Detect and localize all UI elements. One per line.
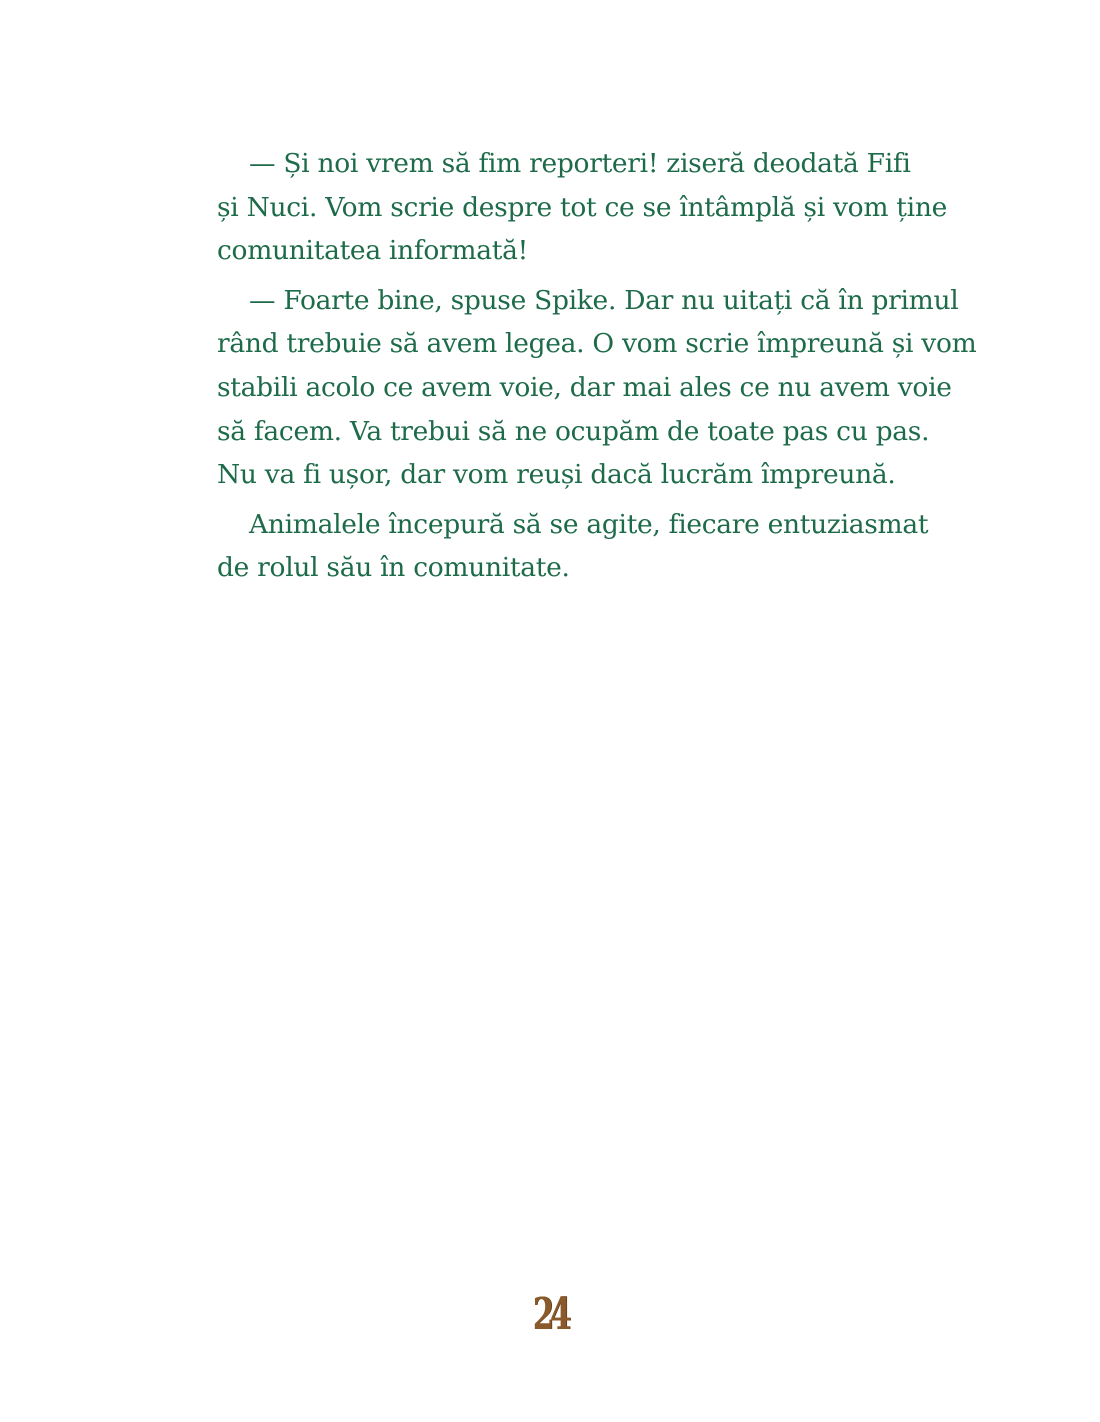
text-line: — Foarte bine, spuse Spike. Dar nu uitați că în primul: [249, 284, 959, 316]
text-line: Animalele începură să se agite, fiecare entuziasmat: [249, 508, 929, 540]
text-line: să facem. Va trebui să ne ocupăm de toate pas cu pas.: [217, 415, 930, 447]
text-line: — Și noi vrem să fim reporteri! ziseră deodată Fifi: [249, 148, 911, 179]
text-line: de rolul său în comunitate.: [217, 552, 570, 584]
paragraph-1: [217, 142, 947, 273]
paragraph-3: [217, 503, 929, 590]
text-line: Nu va fi ușor, dar vom reuși dacă lucrăm împreună.: [217, 459, 896, 491]
text-line: stabili acolo ce avem voie, dar mai ales ce nu avem voie: [217, 371, 952, 403]
text-line: și Nuci. Vom scrie despre tot ce se întâmplă și vom ține: [217, 191, 947, 223]
paragraph-2: [217, 279, 977, 497]
body-text: [217, 142, 977, 596]
text-line: comunitatea informată!: [217, 235, 528, 267]
text-line: rând trebuie să avem legea. O vom scrie împreună și vom: [217, 328, 977, 360]
page-number: 24: [532, 1289, 568, 1340]
